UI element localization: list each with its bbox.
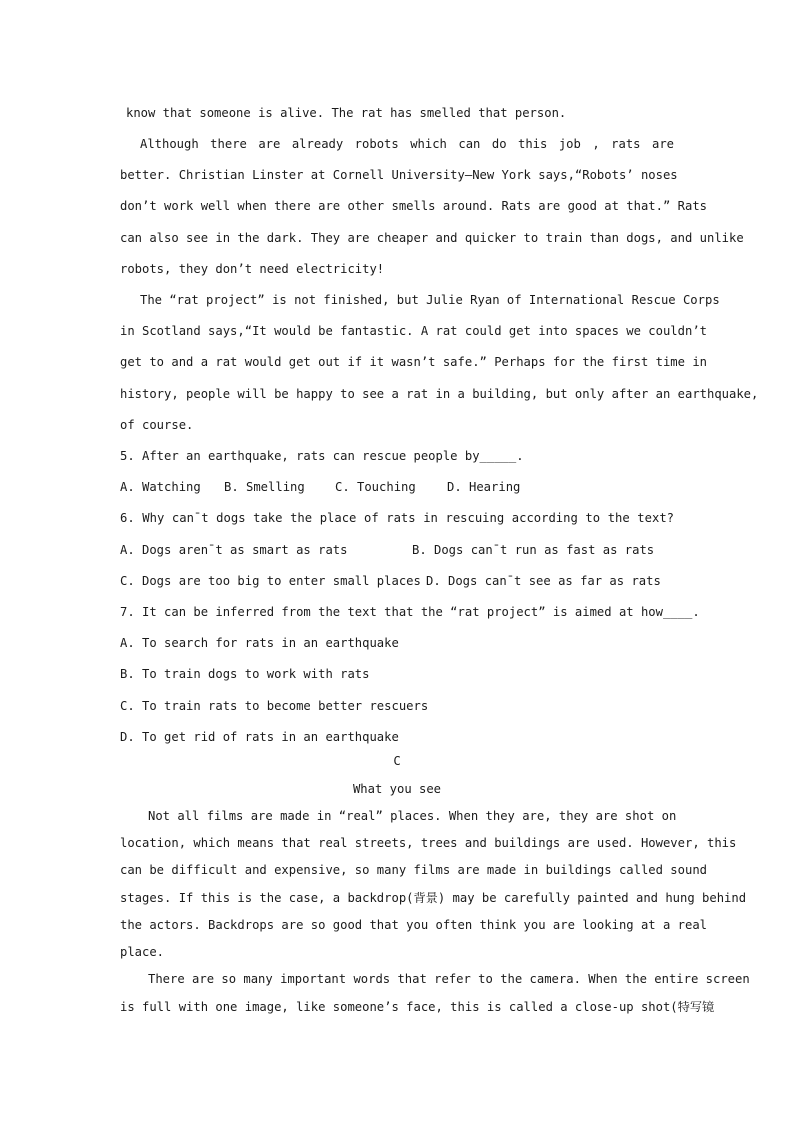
passage-b-line: Although there are already robots which can do this job , rats are [140, 137, 674, 151]
passage-b-line: The “rat project” is not finished, but Julie Ryan of International Rescue Corps [140, 293, 720, 307]
option-c: C. To train rats to become better rescuers [120, 699, 429, 713]
passage-label: C [393, 754, 401, 768]
option-d: D. Hearing [447, 480, 521, 494]
option-d: D. To get rid of rats in an earthquake [120, 730, 399, 744]
passage-b-line: of course. [120, 418, 194, 432]
option-a: A. Dogs arenˉt as smart as rats [120, 543, 348, 557]
passage-c-line: place. [120, 945, 165, 959]
question-6-options-row [120, 571, 674, 591]
passage-c-line: stages. If this is the case, a backdrop(背景) may be carefully painted and hung behind [120, 891, 747, 905]
passage-b-line: can also see in the dark. They are cheaper and quicker to train than dogs, and unlike [120, 231, 744, 245]
question-6-options-row [120, 540, 674, 560]
option-c: C. Dogs are too big to enter small places [120, 574, 421, 588]
passage-c-line: can be difficult and expensive, so many films are made in buildings called sound [120, 863, 707, 877]
option-d: D. Dogs canˉt see as far as rats [426, 574, 661, 588]
passage-c-line: There are so many important words that refer to the camera. When the entire screen [148, 972, 750, 986]
passage-b-line: better. Christian Linster at Cornell University—New York says,“Robots’ noses [120, 168, 678, 182]
option-b: B. Smelling [224, 480, 305, 494]
option-c: C. Touching [335, 480, 416, 494]
option-a: A. To search for rats in an earthquake [120, 636, 399, 650]
passage-b-line: robots, they don’t need electricity! [120, 262, 385, 276]
passage-b-line: history, people will be happy to see a rat in a building, but only after an earthquake, [120, 387, 759, 401]
question-7: 7. It can be inferred from the text that the “rat project” is aimed at how____. [120, 605, 700, 619]
option-b: B. Dogs canˉt run as fast as rats [412, 543, 655, 557]
question-5-options [120, 477, 674, 497]
passage-b-line: don’t work well when there are other smells around. Rats are good at that.” Rats [120, 199, 707, 213]
passage-c-line: is full with one image, like someone’s face, this is called a close-up shot(特写镜 [120, 1000, 715, 1014]
question-5: 5. After an earthquake, rats can rescue people by_____. [120, 449, 524, 463]
question-6: 6. Why canˉt dogs take the place of rats in rescuing according to the text? [120, 511, 674, 525]
passage-c-line: location, which means that real streets, trees and buildings are used. However, this [120, 836, 737, 850]
passage-c-line: Not all films are made in “real” places. When they are, they are shot on [148, 809, 677, 823]
passage-c-line: the actors. Backdrops are so good that you often think you are looking at a real [120, 918, 707, 932]
option-b: B. To train dogs to work with rats [120, 667, 370, 681]
passage-b-line: know that someone is alive. The rat has smelled that person. [126, 106, 567, 120]
option-a: A. Watching [120, 480, 201, 494]
passage-b-line: get to and a rat would get out if it wasn’t safe.” Perhaps for the first time in [120, 355, 707, 369]
passage-b-line: in Scotland says,“It would be fantastic. A rat could get into spaces we couldn’t [120, 324, 707, 338]
passage-title: What you see [352, 782, 442, 796]
